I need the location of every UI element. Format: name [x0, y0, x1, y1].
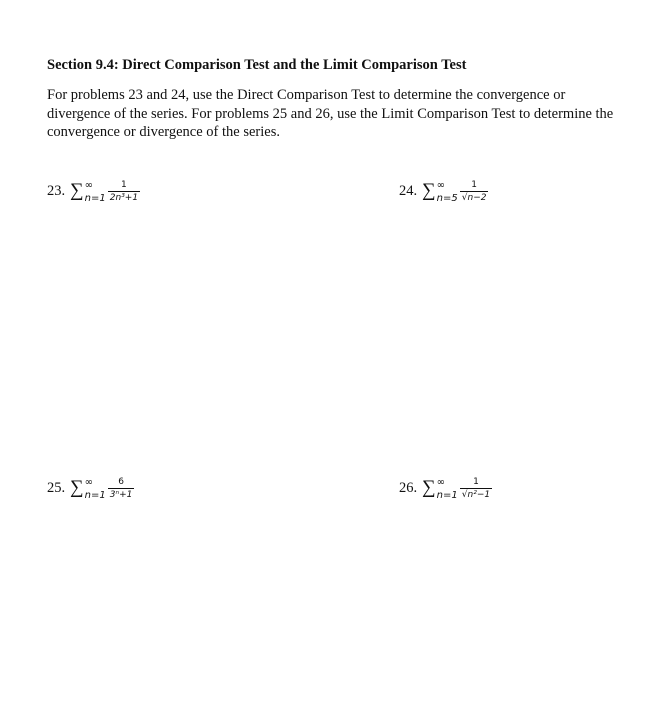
series-term-fraction — [108, 477, 135, 500]
upper-limit: ∞ — [84, 179, 94, 191]
denominator: 2n³+1 — [109, 193, 139, 203]
lower-limit: n=1 — [84, 489, 106, 501]
numerator: 1 — [460, 180, 489, 192]
summation-symbol: ∑ — [70, 477, 84, 498]
problem-number: 24. — [399, 183, 418, 199]
problem-23 — [47, 180, 140, 203]
instructions-paragraph: For problems 23 and 24, use the Direct Comparison Test to determine the convergence or divergence of the series. For problems 25 and 26, use the Limit Comparison Test to determine the convergence or divergence of the series. — [47, 87, 614, 140]
problem-number: 25. — [47, 480, 66, 496]
series-term-fraction — [108, 180, 140, 203]
problem-24 — [399, 180, 488, 203]
numerator: 6 — [108, 477, 135, 489]
summation-limits — [84, 179, 106, 204]
summation-symbol: ∑ — [422, 477, 436, 498]
series-term-fraction — [460, 180, 489, 203]
section-title: Section 9.4: Direct Comparison Test and the Limit Comparison Test — [47, 57, 467, 73]
lower-limit: n=1 — [84, 192, 106, 204]
denominator: √n²−1 — [461, 490, 491, 500]
numerator: 1 — [460, 477, 492, 489]
upper-limit: ∞ — [436, 179, 446, 191]
denominator: √n−2 — [461, 193, 487, 203]
summation-limits — [436, 179, 458, 204]
problem-number: 26. — [399, 480, 418, 496]
summation-limits — [436, 476, 458, 501]
denominator: 3ⁿ+1 — [109, 490, 133, 500]
problem-number: 23. — [47, 183, 66, 199]
summation-symbol: ∑ — [422, 180, 436, 201]
summation-symbol: ∑ — [70, 180, 84, 201]
upper-limit: ∞ — [436, 476, 446, 488]
series-term-fraction — [460, 477, 492, 500]
lower-limit: n=5 — [436, 192, 458, 204]
lower-limit: n=1 — [436, 489, 458, 501]
problem-25 — [47, 477, 134, 500]
upper-limit: ∞ — [84, 476, 94, 488]
problem-26 — [399, 477, 492, 500]
numerator: 1 — [108, 180, 140, 192]
summation-limits — [84, 476, 106, 501]
